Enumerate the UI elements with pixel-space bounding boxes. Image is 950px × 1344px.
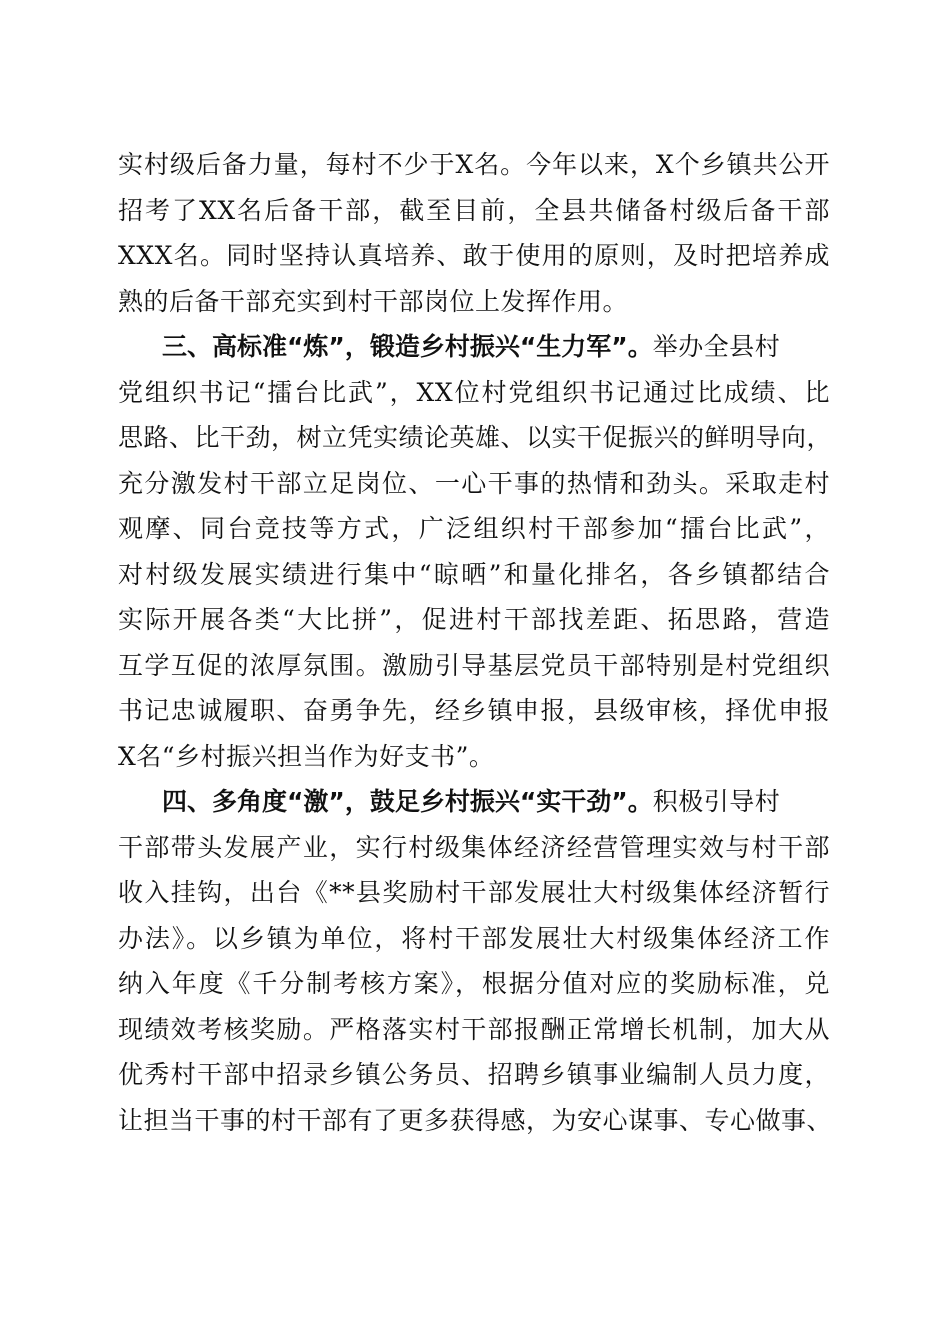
paragraph-line: 思路、比干劲，树立凭实绩论英雄、以实干促振兴的鲜明导向， [118, 423, 833, 452]
paragraph-text: 举办全县村 [652, 332, 781, 361]
paragraph-line: 对村级发展实绩进行集中“晾晒”和量化排名，各乡镇都结合 [118, 559, 830, 589]
section-heading-line [118, 324, 830, 370]
paragraph-line: 充分激发村干部立足岗位、一心干事的热情和劲头。采取走村 [118, 468, 830, 498]
paragraph-line: 熟的后备干部充实到村干部岗位上发挥作用。 [118, 286, 629, 316]
paragraph-line: 收入挂钩，出台《**县奖励村干部发展壮大村级集体经济暂行 [118, 878, 830, 907]
paragraph-line: XXX名。同时坚持认真培养、敢于使用的原则，及时把培养成 [118, 241, 830, 270]
paragraph-text: 积极引导村 [652, 787, 781, 816]
paragraph-line: 实际开展各类“大比拼”，促进村干部找差距、拓思路，营造 [118, 605, 830, 634]
paragraph-line: 招考了XX名后备干部，截至目前，全县共储备村级后备干部 [118, 195, 830, 225]
paragraph-line: 观摩、同台竞技等方式，广泛组织村干部参加“擂台比武”， [118, 514, 830, 543]
section-heading-line [118, 779, 830, 825]
paragraph-line: 纳入年度《千分制考核方案》，根据分值对应的奖励标准，兑 [118, 969, 830, 998]
paragraph-line: 现绩效考核奖励。严格落实村干部报酬正常增长机制，加大从 [118, 1014, 830, 1044]
body-text [118, 142, 833, 1143]
paragraph-line: 党组织书记“擂台比武”，XX位村党组织书记通过比成绩、比 [118, 377, 830, 407]
section-heading-4: 四、多角度“激”，鼓足乡村振兴“实干劲”。 [162, 787, 653, 816]
paragraph-line: 办法》。以乡镇为单位，将村干部发展壮大村级集体经济工作 [118, 923, 830, 953]
paragraph-line: 实村级后备力量，每村不少于X名。今年以来，X个乡镇共公开 [118, 150, 830, 179]
paragraph-line: 优秀村干部中招录乡镇公务员、招聘乡镇事业编制人员力度， [118, 1060, 830, 1089]
section-heading-3: 三、高标准“炼”，锻造乡村振兴“生力军”。 [162, 332, 653, 361]
paragraph-line: 互学互促的浓厚氛围。激励引导基层党员干部特别是村党组织 [118, 650, 830, 680]
paragraph-line: 让担当干事的村干部有了更多获得感，为安心谋事、专心做事、 [118, 1105, 833, 1135]
paragraph-line: 书记忠诚履职、奋勇争先，经乡镇申报，县级审核，择优申报 [118, 696, 830, 725]
paragraph-line: X名“乡村振兴担当作为好支书”。 [118, 741, 495, 771]
paragraph-line: 干部带头发展产业，实行村级集体经济经营管理实效与村干部 [118, 832, 830, 862]
